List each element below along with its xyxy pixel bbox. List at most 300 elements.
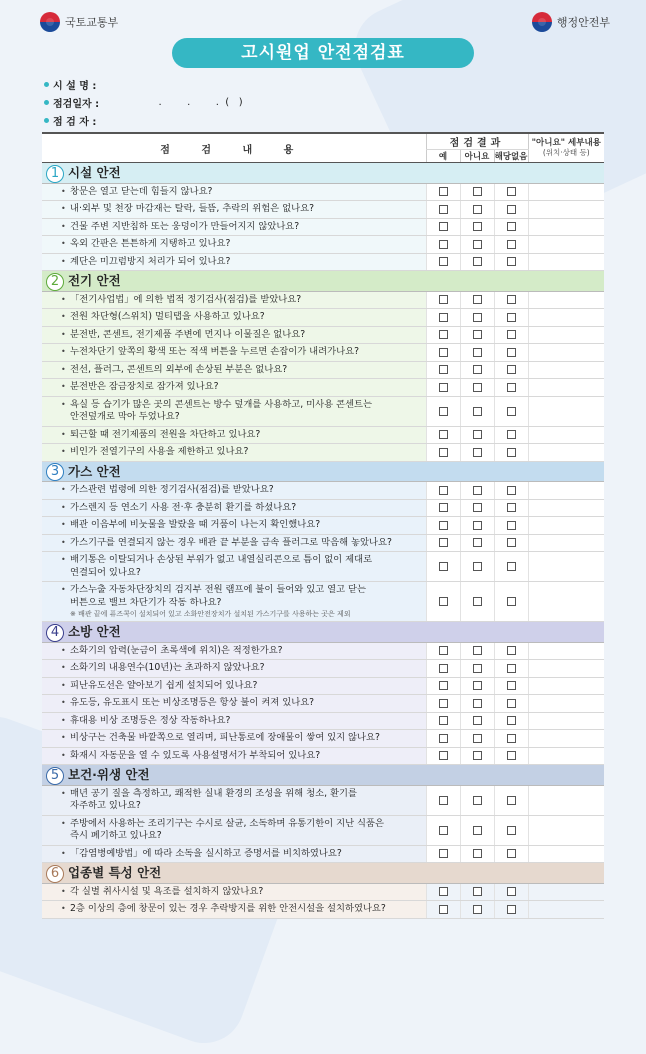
checkbox-yes[interactable]	[439, 383, 448, 392]
result-cell-na	[494, 236, 528, 254]
checklist-item	[42, 815, 604, 845]
detail-note-cell[interactable]	[528, 517, 604, 535]
result-cell-no	[460, 396, 494, 426]
item-question	[42, 291, 426, 309]
checkbox-no[interactable]	[473, 538, 482, 547]
checkbox-na[interactable]	[507, 503, 516, 512]
result-cell-no	[460, 642, 494, 660]
result-cell-yes	[426, 747, 460, 765]
item-question	[42, 730, 426, 748]
checkbox-yes[interactable]	[439, 240, 448, 249]
header-note	[528, 133, 604, 163]
detail-note-cell[interactable]	[528, 785, 604, 815]
detail-note-cell[interactable]	[528, 344, 604, 362]
checkbox-no[interactable]	[473, 448, 482, 457]
section-header	[42, 765, 604, 786]
detail-note-cell[interactable]	[528, 901, 604, 919]
checkbox-yes[interactable]	[439, 538, 448, 547]
header-content: 점 검 내 용	[42, 133, 426, 163]
item-question	[42, 901, 426, 919]
result-cell-na	[494, 747, 528, 765]
result-cell-na	[494, 901, 528, 919]
item-text: 화재시 자동문을 열 수 있도록 사용설명서가 부착되어 있나요?	[70, 749, 321, 761]
item-question	[42, 785, 426, 815]
detail-note-cell[interactable]	[528, 845, 604, 863]
checkbox-no[interactable]	[473, 205, 482, 214]
date-label: 점검일자 :	[53, 99, 100, 110]
item-text: 가스렌지 등 연소기 사용 전·후 충분히 환기를 하셨나요?	[70, 501, 297, 513]
item-text-continued: 연결되어 있나요?	[70, 566, 141, 578]
result-cell-na	[494, 309, 528, 327]
checkbox-yes[interactable]	[439, 887, 448, 896]
detail-note-cell[interactable]	[528, 712, 604, 730]
checkbox-na[interactable]	[507, 796, 516, 805]
item-text: 2층 이상의 층에 창문이 있는 경우 추락방지를 위한 안전시설을 설치하였나요?	[70, 903, 386, 914]
inspection-date-field[interactable]	[44, 95, 243, 110]
detail-note-cell[interactable]	[528, 642, 604, 660]
result-cell-no	[460, 883, 494, 901]
item-text: 옥외 간판은 튼튼하게 지탱하고 있나요?	[70, 238, 231, 249]
item-question	[42, 183, 426, 201]
checkbox-no[interactable]	[473, 562, 482, 571]
checkbox-yes[interactable]	[439, 664, 448, 673]
checkbox-yes[interactable]	[439, 597, 448, 606]
result-cell-na	[494, 660, 528, 678]
checklist-item	[42, 309, 604, 327]
checklist-item	[42, 552, 604, 582]
checklist-item	[42, 785, 604, 815]
checkbox-na[interactable]	[507, 849, 516, 858]
checkbox-na[interactable]	[507, 538, 516, 547]
checkbox-no[interactable]	[473, 240, 482, 249]
checkbox-no[interactable]	[473, 430, 482, 439]
checkbox-na[interactable]	[507, 222, 516, 231]
checklist-item	[42, 712, 604, 730]
checkbox-na[interactable]	[507, 562, 516, 571]
checkbox-yes[interactable]	[439, 716, 448, 725]
result-cell-na	[494, 253, 528, 271]
checkbox-no[interactable]	[473, 407, 482, 416]
result-cell-no	[460, 444, 494, 462]
checkbox-na[interactable]	[507, 486, 516, 495]
item-text: 분전반, 콘센트, 전기제품 주변에 먼지나 이물질은 없나요?	[70, 328, 306, 340]
result-cell-no	[460, 499, 494, 517]
checkbox-yes[interactable]	[439, 205, 448, 214]
result-cell-no	[460, 326, 494, 344]
checkbox-yes[interactable]	[439, 448, 448, 457]
item-question	[42, 499, 426, 517]
detail-note-cell[interactable]	[528, 747, 604, 765]
checkbox-yes[interactable]	[439, 348, 448, 357]
detail-note-cell[interactable]	[528, 183, 604, 201]
result-cell-yes	[426, 534, 460, 552]
checkbox-no[interactable]	[473, 664, 482, 673]
result-cell-no	[460, 309, 494, 327]
result-cell-no	[460, 361, 494, 379]
item-text-continued: 자주하고 있나요?	[70, 800, 141, 811]
result-cell-yes	[426, 677, 460, 695]
checkbox-yes[interactable]	[439, 365, 448, 374]
checklist-item	[42, 201, 604, 219]
checklist-item	[42, 845, 604, 863]
checkbox-no[interactable]	[473, 257, 482, 266]
section-title-cell	[42, 271, 604, 292]
checkbox-na[interactable]	[507, 716, 516, 725]
section-title-cell	[42, 765, 604, 786]
checklist-item	[42, 326, 604, 344]
checkbox-no[interactable]	[473, 734, 482, 743]
checkbox-no[interactable]	[473, 646, 482, 655]
result-cell-yes	[426, 426, 460, 444]
result-cell-no	[460, 901, 494, 919]
checklist-item	[42, 901, 604, 919]
detail-note-cell[interactable]	[528, 660, 604, 678]
detail-note-cell[interactable]	[528, 883, 604, 901]
checkbox-no[interactable]	[473, 330, 482, 339]
result-cell-yes	[426, 482, 460, 500]
checkbox-no[interactable]	[473, 313, 482, 322]
checklist-item	[42, 444, 604, 462]
checkbox-no[interactable]	[473, 597, 482, 606]
checklist-item	[42, 534, 604, 552]
checkbox-no[interactable]	[473, 887, 482, 896]
checkbox-na[interactable]	[507, 430, 516, 439]
item-text: 분전반은 잠금장치로 잠가져 있나요?	[70, 381, 219, 392]
result-cell-no	[460, 426, 494, 444]
checkbox-na[interactable]	[507, 905, 516, 914]
checkbox-yes[interactable]	[439, 681, 448, 690]
result-cell-na	[494, 326, 528, 344]
item-question	[42, 218, 426, 236]
checkbox-na[interactable]	[507, 597, 516, 606]
checkbox-no[interactable]	[473, 681, 482, 690]
result-cell-yes	[426, 552, 460, 582]
checkbox-no[interactable]	[473, 365, 482, 374]
detail-note-cell[interactable]	[528, 253, 604, 271]
item-question	[42, 712, 426, 730]
checkbox-no[interactable]	[473, 503, 482, 512]
result-cell-no	[460, 747, 494, 765]
checkbox-na[interactable]	[507, 383, 516, 392]
checkbox-yes[interactable]	[439, 521, 448, 530]
result-cell-no	[460, 218, 494, 236]
detail-note-cell[interactable]	[528, 218, 604, 236]
checkbox-no[interactable]	[473, 796, 482, 805]
item-question	[42, 883, 426, 901]
section-title-cell	[42, 461, 604, 482]
header-yes: 예	[426, 150, 460, 163]
checklist-item	[42, 396, 604, 426]
item-text: 비인가 전열기구의 사용을 제한하고 있나요?	[70, 446, 249, 457]
checklist-item	[42, 482, 604, 500]
item-text: 계단은 미끄럼방지 처리가 되어 있나요?	[70, 255, 231, 267]
detail-note-cell[interactable]	[528, 426, 604, 444]
facility-name-field[interactable]	[44, 77, 96, 92]
taeguk-icon	[532, 12, 552, 32]
checkbox-no[interactable]	[473, 716, 482, 725]
checkbox-no[interactable]	[473, 826, 482, 835]
detail-note-cell[interactable]	[528, 291, 604, 309]
section-header	[42, 622, 604, 643]
checkbox-yes[interactable]	[439, 905, 448, 914]
checkbox-yes[interactable]	[439, 486, 448, 495]
result-cell-no	[460, 236, 494, 254]
result-cell-na	[494, 482, 528, 500]
logo-text: 행정안전부	[556, 16, 610, 29]
checkbox-yes[interactable]	[439, 699, 448, 708]
result-cell-na	[494, 426, 528, 444]
result-cell-yes	[426, 845, 460, 863]
result-cell-no	[460, 344, 494, 362]
checkbox-no[interactable]	[473, 849, 482, 858]
checkbox-no[interactable]	[473, 295, 482, 304]
checkbox-no[interactable]	[473, 699, 482, 708]
detail-note-cell[interactable]	[528, 499, 604, 517]
checkbox-yes[interactable]	[439, 826, 448, 835]
checkbox-yes[interactable]	[439, 796, 448, 805]
item-question	[42, 236, 426, 254]
result-cell-na	[494, 582, 528, 622]
item-footnote: ※ 배관 끝에 퓨즈콕이 설치되어 있고 소화안전장치가 설치된 가스기구를 사용하는 곳은 제외	[70, 610, 351, 618]
checkbox-na[interactable]	[507, 295, 516, 304]
result-cell-yes	[426, 642, 460, 660]
detail-note-cell[interactable]	[528, 379, 604, 397]
checkbox-yes[interactable]	[439, 646, 448, 655]
checkbox-na[interactable]	[507, 240, 516, 249]
checkbox-na[interactable]	[507, 664, 516, 673]
checkbox-no[interactable]	[473, 905, 482, 914]
item-text: 창문은 열고 닫는데 힘들지 않나요?	[70, 185, 213, 197]
section-title: 소방 안전	[68, 624, 121, 639]
checkbox-yes[interactable]	[439, 562, 448, 571]
section-header	[42, 163, 604, 184]
item-text: 내·외부 및 천장 마감재는 탈락, 들뜸, 추락의 위험은 없나요?	[70, 203, 315, 214]
result-cell-yes	[426, 695, 460, 713]
section-title-cell	[42, 622, 604, 643]
section-number-icon: 3	[46, 463, 64, 481]
detail-note-cell[interactable]	[528, 361, 604, 379]
header-no: 아니요	[460, 150, 494, 163]
result-cell-na	[494, 218, 528, 236]
item-text: 매년 공기 질을 측정하고, 쾌적한 실내 환경의 조성을 위해 청소, 환기를	[70, 787, 357, 799]
checkbox-na[interactable]	[507, 751, 516, 760]
detail-note-cell[interactable]	[528, 326, 604, 344]
result-cell-na	[494, 695, 528, 713]
result-cell-no	[460, 582, 494, 622]
result-cell-na	[494, 183, 528, 201]
checkbox-no[interactable]	[473, 348, 482, 357]
item-question	[42, 642, 426, 660]
item-text: 누전차단기 앞쪽의 황색 또는 적색 버튼을 누르면 손잡이가 내려가나요?	[70, 346, 360, 357]
result-cell-no	[460, 534, 494, 552]
section-title: 전기 안전	[68, 273, 121, 288]
item-text-continued: 버튼으로 밸브 차단기가 작동 하나요?	[70, 596, 222, 608]
checkbox-na[interactable]	[507, 646, 516, 655]
result-cell-na	[494, 552, 528, 582]
checklist-item	[42, 517, 604, 535]
detail-note-cell[interactable]	[528, 534, 604, 552]
checkbox-na[interactable]	[507, 365, 516, 374]
checkbox-na[interactable]	[507, 205, 516, 214]
item-question	[42, 660, 426, 678]
detail-note-cell[interactable]	[528, 677, 604, 695]
result-cell-yes	[426, 183, 460, 201]
result-cell-na	[494, 396, 528, 426]
section-title: 업종별 특성 안전	[68, 865, 162, 880]
item-question	[42, 747, 426, 765]
checkbox-na[interactable]	[507, 521, 516, 530]
item-text: 주방에서 사용하는 조리기구는 수시로 살균, 소독하며 유통기한이 지난 식품은	[70, 817, 384, 829]
page-title: 고시원업 안전점검표	[172, 38, 474, 68]
result-cell-no	[460, 183, 494, 201]
item-question	[42, 361, 426, 379]
checkbox-na[interactable]	[507, 448, 516, 457]
checkbox-na[interactable]	[507, 734, 516, 743]
bullet-icon	[44, 118, 49, 123]
checklist-item	[42, 677, 604, 695]
checkbox-na[interactable]	[507, 348, 516, 357]
checkbox-no[interactable]	[473, 383, 482, 392]
checkbox-na[interactable]	[507, 257, 516, 266]
checklist-item	[42, 660, 604, 678]
checkbox-yes[interactable]	[439, 313, 448, 322]
checkbox-yes[interactable]	[439, 330, 448, 339]
section-title: 시설 안전	[68, 165, 121, 180]
result-cell-na	[494, 642, 528, 660]
item-text: 휴대용 비상 조명등은 정상 작동하나요?	[70, 714, 231, 726]
checkbox-no[interactable]	[473, 751, 482, 760]
checkbox-no[interactable]	[473, 521, 482, 530]
checkbox-yes[interactable]	[439, 222, 448, 231]
checkbox-na[interactable]	[507, 313, 516, 322]
checklist-table	[42, 132, 604, 919]
result-cell-yes	[426, 326, 460, 344]
result-cell-na	[494, 815, 528, 845]
checklist-item	[42, 582, 604, 622]
item-text: 유도등, 유도표시 또는 비상조명등은 항상 불이 켜져 있나요?	[70, 697, 315, 708]
bullet-icon	[44, 100, 49, 105]
item-question	[42, 426, 426, 444]
result-cell-na	[494, 361, 528, 379]
item-text: 전선, 플러그, 콘센트의 외부에 손상된 부분은 없나요?	[70, 363, 288, 375]
detail-note-cell[interactable]	[528, 552, 604, 582]
result-cell-yes	[426, 499, 460, 517]
checkbox-yes[interactable]	[439, 187, 448, 196]
item-question	[42, 201, 426, 219]
item-text: 배관 이음부에 비눗물을 발랐을 때 거품이 나는지 확인했나요?	[70, 519, 321, 530]
result-cell-yes	[426, 344, 460, 362]
checklist-item	[42, 695, 604, 713]
checkbox-na[interactable]	[507, 681, 516, 690]
taeguk-icon	[40, 12, 60, 32]
checklist-item	[42, 730, 604, 748]
inspector-field[interactable]	[44, 113, 96, 128]
checklist-item	[42, 291, 604, 309]
checkbox-yes[interactable]	[439, 849, 448, 858]
checkbox-na[interactable]	[507, 187, 516, 196]
result-cell-no	[460, 785, 494, 815]
detail-note-cell[interactable]	[528, 444, 604, 462]
checkbox-na[interactable]	[507, 826, 516, 835]
inspector-label: 점 검 자 :	[53, 117, 97, 128]
checkbox-yes[interactable]	[439, 407, 448, 416]
checkbox-yes[interactable]	[439, 503, 448, 512]
item-question	[42, 534, 426, 552]
result-cell-no	[460, 291, 494, 309]
checkbox-yes[interactable]	[439, 751, 448, 760]
result-cell-na	[494, 883, 528, 901]
checkbox-na[interactable]	[507, 330, 516, 339]
detail-note-cell[interactable]	[528, 482, 604, 500]
detail-note-cell[interactable]	[528, 309, 604, 327]
detail-note-cell[interactable]	[528, 695, 604, 713]
result-cell-yes	[426, 291, 460, 309]
result-cell-no	[460, 845, 494, 863]
checkbox-yes[interactable]	[439, 734, 448, 743]
checkbox-yes[interactable]	[439, 295, 448, 304]
checkbox-yes[interactable]	[439, 430, 448, 439]
checkbox-no[interactable]	[473, 187, 482, 196]
result-cell-na	[494, 344, 528, 362]
checklist-item	[42, 236, 604, 254]
result-cell-na	[494, 201, 528, 219]
result-cell-yes	[426, 236, 460, 254]
section-number-icon: 1	[46, 165, 64, 183]
result-cell-no	[460, 730, 494, 748]
result-cell-na	[494, 785, 528, 815]
detail-note-cell[interactable]	[528, 236, 604, 254]
checkbox-yes[interactable]	[439, 257, 448, 266]
result-cell-no	[460, 482, 494, 500]
result-cell-na	[494, 379, 528, 397]
result-cell-yes	[426, 396, 460, 426]
result-cell-na	[494, 845, 528, 863]
logo-molit	[40, 12, 118, 32]
checkbox-no[interactable]	[473, 222, 482, 231]
item-text: 각 실별 취사시설 및 욕조를 설치하지 않았나요?	[70, 885, 264, 897]
section-header	[42, 461, 604, 482]
result-cell-na	[494, 712, 528, 730]
detail-note-cell[interactable]	[528, 730, 604, 748]
checkbox-na[interactable]	[507, 887, 516, 896]
detail-note-cell[interactable]	[528, 815, 604, 845]
detail-note-cell[interactable]	[528, 582, 604, 622]
detail-note-cell[interactable]	[528, 396, 604, 426]
item-question	[42, 309, 426, 327]
checkbox-na[interactable]	[507, 407, 516, 416]
result-cell-yes	[426, 582, 460, 622]
item-question	[42, 482, 426, 500]
result-cell-na	[494, 517, 528, 535]
result-cell-yes	[426, 730, 460, 748]
item-question	[42, 815, 426, 845]
detail-note-cell[interactable]	[528, 201, 604, 219]
checklist-item	[42, 499, 604, 517]
item-question	[42, 845, 426, 863]
section-number-icon: 2	[46, 273, 64, 291]
checklist-item	[42, 361, 604, 379]
checklist-item	[42, 344, 604, 362]
checklist-item	[42, 253, 604, 271]
result-cell-yes	[426, 444, 460, 462]
item-text: 가스누출 자동차단장치의 검지부 전원 램프에 불이 들어와 있고 열고 닫는	[70, 584, 367, 595]
checkbox-na[interactable]	[507, 699, 516, 708]
header-note-sub: (위치·상태 등)	[542, 148, 590, 157]
result-cell-yes	[426, 517, 460, 535]
section-number-icon: 6	[46, 865, 64, 883]
checkbox-no[interactable]	[473, 486, 482, 495]
result-cell-yes	[426, 815, 460, 845]
